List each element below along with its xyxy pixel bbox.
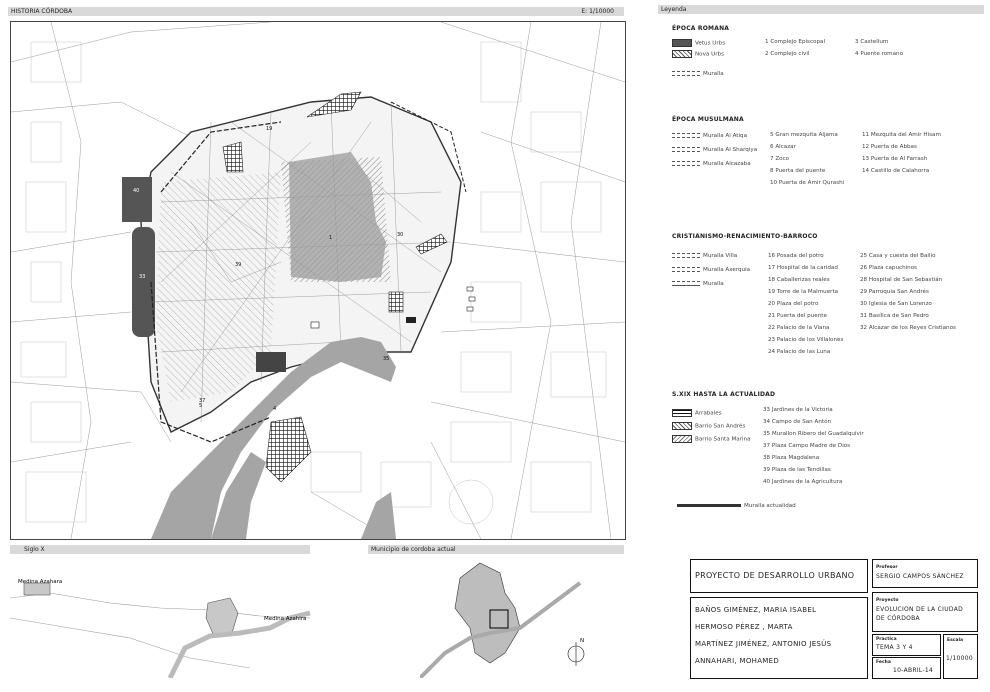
svg-text:4: 4 (273, 406, 277, 412)
legend-roman-heading: ÉPOCA ROMANA (672, 25, 730, 32)
authors-box (690, 597, 868, 679)
nova-swatch (672, 50, 692, 58)
inset1-bar (10, 545, 310, 554)
inset2-title: Municipio de cordoba actual (371, 546, 456, 553)
profesor-box (872, 559, 978, 588)
author-1: BAÑOS GIMÉNEZ, MARIA ISABEL (695, 606, 817, 614)
project-title-box (690, 559, 868, 593)
title-block (690, 559, 978, 679)
legend-title: Leyenda (661, 6, 687, 13)
proyecto-value: EVOLUCION DE LA CIUDAD DE CÓRDOBA (876, 606, 964, 622)
legend-item-30: 30 Iglesia de San Lorenzo (860, 301, 932, 307)
svg-text:5: 5 (199, 403, 203, 409)
legend-item-24: 24 Palacio de las Luna (768, 349, 831, 355)
map-scale: E: 1/10000 (581, 8, 614, 15)
legend-item-26: 26 Plaza capuchinos (860, 265, 918, 271)
profesor-label: Profesor (876, 565, 898, 570)
legend-item-31: 31 Basílica de San Pedro (860, 313, 929, 319)
legend-item-39: 39 Plaza de las Tendillas (763, 467, 831, 473)
legend-item-18: 18 Caballerizas reales (768, 277, 830, 283)
svg-text:19: 19 (266, 126, 273, 132)
legend-item-35: 35 Murallon Ribero del Guadalquivir (763, 431, 864, 437)
legend-item-32: 32 Alcazar de los Reyes Cristianos (860, 325, 956, 331)
legend-muslim-wall-2: Muralla Al Sharqiya (672, 147, 757, 153)
legend-item-25: 25 Casa y cuesta del Bailio (860, 253, 936, 259)
profesor-value: SERGIO CAMPOS SÁNCHEZ (876, 573, 964, 580)
legend-item-17: 17 Hospital de la caridad (768, 265, 838, 271)
inset1-map[interactable] (10, 558, 330, 678)
map-title-bar (8, 7, 624, 16)
legend-item-5: 5 Gran mezquita Aljama (770, 132, 838, 138)
legend-item-40: 40 Jardines de la Agricultura (763, 479, 843, 485)
san-andres-swatch (672, 422, 692, 430)
legend-item-29: 29 Parroquia San Andrés (860, 289, 929, 295)
legend-swatch-arrabales: Arrabales (672, 409, 722, 417)
escala-label: Escala (947, 638, 964, 643)
map-title: HISTORIA CÓRDOBA (11, 8, 73, 15)
inset1-title: Siglo X (24, 546, 45, 553)
fecha-label: Fecha (876, 660, 891, 665)
legend-item-22: 22 Palacio de la Viana (768, 325, 830, 331)
legend-item-11: 11 Mezquita del Amir Hisam (862, 132, 941, 138)
legend-item-1: 1 Complejo Episcopal (765, 39, 825, 45)
legend-item-7: 7 Zoco (770, 156, 790, 162)
legend-swatch-santa-marina: Barrio Santa Marina (672, 435, 751, 443)
inset1-label-azahira: Medina Azahira (264, 616, 307, 622)
legend-item-16: 16 Posada del potro (768, 253, 824, 259)
fecha-value: 10-ABRIL-14 (893, 667, 934, 674)
project-title: PROYECTO DE DESARROLLO URBANO (695, 571, 855, 580)
arrabales-swatch (672, 409, 692, 417)
inset2-bar (368, 545, 624, 554)
legend-current-wall: Muralla actualidad (677, 503, 796, 509)
legend-muslim-wall-1: Muralla Al Atiqa (672, 133, 747, 139)
label-40: 40 (133, 188, 140, 194)
legend-christian-wall-1: Muralla Villa (672, 253, 737, 259)
legend-item-3: 3 Castellum (855, 39, 889, 45)
legend-christian-wall-3: Muralla (672, 281, 724, 287)
vetus-swatch (672, 39, 692, 47)
author-2: HERMOSO PÉREZ , MARTA (695, 623, 793, 631)
legend-item-12: 12 Puerta de Abbas (862, 144, 917, 150)
author-3: MARTÍNEZ JIMÉNEZ, ANTONIO JESÚS (695, 640, 832, 648)
legend-muslim-heading: ÉPOCA MUSULMANA (672, 116, 744, 123)
legend-muslim-wall-3: Muralla Alcazaba (672, 161, 751, 167)
legend-item-19: 19 Torre de la Malmuerta (768, 289, 839, 295)
svg-text:30: 30 (397, 232, 404, 238)
legend-modern-heading: S.XIX HASTA LA ACTUALIDAD (672, 391, 776, 398)
legend-item-6: 6 Alcazar (770, 144, 796, 150)
legend-item-2: 2 Complejo civil (765, 51, 810, 57)
legend-item-33: 33 Jardines de la Victoria (763, 407, 833, 413)
inset2-map[interactable] (420, 558, 620, 678)
santa-marina-swatch (672, 435, 692, 443)
proyecto-box (872, 592, 978, 632)
legend-item-38: 38 Plaza Magdalena (763, 455, 820, 461)
svg-text:1: 1 (329, 235, 333, 241)
practica-label: Practica (876, 637, 897, 642)
practica-box (872, 634, 941, 656)
legend-item-8: 8 Puerta del puente (770, 168, 826, 174)
legend-swatch-san-andres: Barrio San Andrés (672, 422, 745, 430)
legend-item-10: 10 Puerta de Amir Qurashi (770, 180, 845, 186)
svg-text:35: 35 (383, 356, 390, 362)
legend-christian-heading: CRISTIANISMO-RENACIMIENTO-BARROCO (672, 233, 818, 240)
legend-item-34: 34 Campo de San Antón (763, 419, 832, 425)
author-4: ANNAHARI, MOHAMED (695, 657, 780, 665)
legend-item-13: 13 Puerta de Al Farrash (862, 156, 928, 162)
legend-item-4: 4 Puente romano (855, 51, 904, 57)
escala-value: 1/10000 (946, 655, 974, 662)
svg-text:39: 39 (235, 262, 242, 268)
legend-panel (665, 5, 985, 545)
legend-swatch-nova: Nova Urbs (672, 50, 724, 58)
proyecto-label: Proyecto (876, 598, 899, 603)
legend-item-20: 20 Plaza del potro (768, 301, 819, 307)
main-map[interactable] (10, 21, 626, 540)
legend-item-23: 23 Palacio de los Villalones (768, 337, 844, 343)
legend-item-21: 21 Puerta del puente (768, 313, 827, 319)
legend-roman-wall: Muralla (672, 71, 724, 77)
label-33: 33 (139, 274, 146, 280)
north-arrow-label: N (580, 638, 585, 644)
fecha-box (872, 657, 941, 679)
legend-item-14: 14 Castillo de Calahorra (862, 168, 930, 174)
legend-item-37: 37 Plaza Campo Madre de Dios (763, 443, 851, 449)
inset1-label-azahara: Medina Azahara (18, 579, 63, 585)
svg-text:37: 37 (199, 398, 206, 404)
escala-box (943, 634, 978, 679)
legend-christian-wall-2: Muralla Axerquia (672, 267, 750, 273)
legend-swatch-vetus: Vetus Urbs (672, 39, 725, 47)
practica-value: TEMA 3 Y 4 (876, 644, 913, 651)
legend-item-28: 28 Hospital de San Sebastián (860, 277, 943, 283)
